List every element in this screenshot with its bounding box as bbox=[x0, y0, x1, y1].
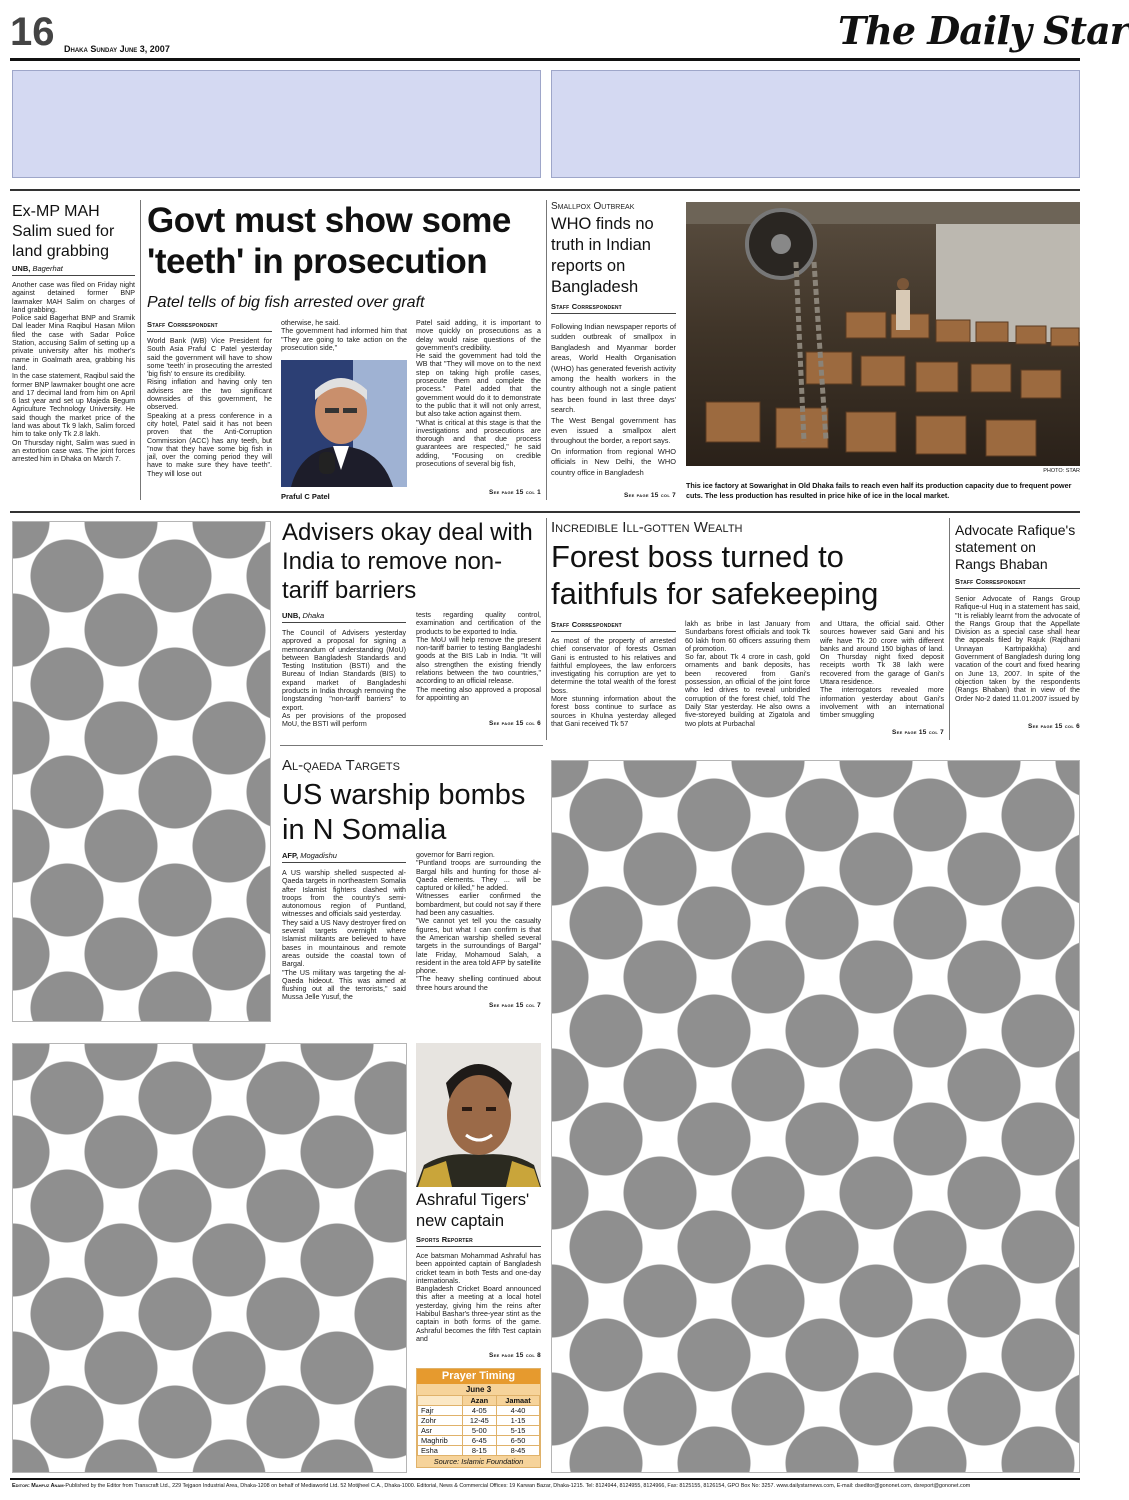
agency: AFP, bbox=[282, 851, 299, 860]
table-row bbox=[418, 1416, 540, 1426]
story-salim bbox=[12, 202, 135, 501]
story-body: Another case was filed on Friday night against detained former BNP lawmaker MAH Salim on charges of land grabbing. Police said Bagerhat BNP and Sramik Dal leader Mina Raqibul Hasan Milon filed the case with Sadar Police Station, accusing Salim of setting up a private university after his mother's name in Goalmath area, grabbing his land. In the case statement, Raqibul said the former BNP lawmaker bought one acre and 17 decimal land from him on April 6 last year and set up Majeda Begum Agriculture Technology University. He said though the market price of the land was about Tk 9 lakh, Salim forced him to take only Tk 2.8 lakh. On Thursday night, Salim was sued in an extortion case was. The joint forces arrested him in Dhaka on March 7. bbox=[12, 281, 135, 464]
headline: WHO finds no truth in Indian reports on Bangladesh bbox=[551, 215, 654, 296]
story-patel-col2: otherwise, he said. The government had informed him that "They are going to take action on the prosecution side," bbox=[281, 319, 407, 352]
column-rule bbox=[949, 518, 950, 740]
story-forest-headline: Forest boss turned to faithfuls for safekeeping bbox=[551, 539, 879, 611]
story-body: World Bank (WB) Vice President for South Asia Praful C Patel yesterday said the government will have to show some 'teeth' in prosecuting the arrested 'big fish' to ensure its credibility. Rising inflation and having only ten advisers are the two significant downsides of this government, he observed. Speaking at a press conference in a city hotel, Patel said it has not been proven that the Anti-Corruption Commission (ACC) has any teeth, but "now that they have some big fish in jail, over the coming period they will have to make sure they have teeth". They will lose out bbox=[147, 337, 272, 478]
story-patel-jump[interactable]: See page 15 col 1 bbox=[489, 489, 541, 496]
story-forest-col3: and Uttara, the official said. Other sources however said Gani and his wife have Tk 20 crore with different banks and around 150 bighas of land. On Thursday night fixed deposit receipts worth Tk 38 lakh were recovered from the garage of Gani's Uttara residence. The interrogators revealed more information yesterday about Gani's involvement with an international timber smuggling bbox=[820, 620, 944, 720]
ice-factory-illustration bbox=[686, 202, 1080, 466]
jamaat-time: 8-45 bbox=[496, 1446, 539, 1456]
footer-imprint bbox=[12, 1482, 1080, 1490]
jamaat-time: 4-40 bbox=[496, 1406, 539, 1416]
photo-credit: PHOTO: STAR bbox=[1043, 468, 1080, 474]
story-somalia-col1 bbox=[282, 851, 406, 1019]
story-body: Senior Advocate of Rangs Group Rafique-ul Huq in a statement has said, "It is reliably learnt from the advocate of the Rangs Group that the Appellate Division as a special case shall hear the appeals filed by Rajuk (Rajdhani Unnayan Kartripakkha) and Government of Bangladesh during long vacation of the court and fixed hearing on June 13, 2007. In spite of the objection taken by the respondents (Rangs Bhaban) that in view of the Order No-2 dated 11.01.2007 issued by bbox=[955, 595, 1080, 703]
column-rule bbox=[546, 518, 547, 740]
masthead-rule bbox=[10, 58, 1080, 61]
section-rule bbox=[280, 745, 543, 746]
story-forest-col1 bbox=[551, 620, 676, 737]
jamaat-time: 6-50 bbox=[496, 1436, 539, 1446]
table-row bbox=[418, 1406, 540, 1416]
azan-time: 4-05 bbox=[462, 1406, 496, 1416]
azan-time: 8-15 bbox=[462, 1446, 496, 1456]
kicker: Smallpox Outbreak bbox=[551, 201, 635, 212]
byline: Staff Correspondent bbox=[551, 302, 676, 314]
dotted-ad-left-top bbox=[12, 521, 271, 1022]
story-patel-col3: Patel said adding, it is important to move quickly on prosecutions as a delay would raise questions of the government's credibility. He said the government had told the WB that "They will move on to the next step on taking high profile cases, prosecute them and complete the process." Patel added that the government would do it to demonstrate to the public that it will not only arrest, but also take action against them. "What is critical at this stage is that the investigations and prosecutions are thorough and that due process guarantees are respected," he said adding, "Focusing on credible prosecutions of several big fish, bbox=[416, 319, 541, 469]
jamaat-time: 5-15 bbox=[496, 1426, 539, 1436]
story-body: Following Indian newspaper reports of sudden outbreak of smallpox in Bangladesh and Myanmar border areas, World Health Organisation (WHO) has generated feverish activity among the health workers in the country although not a single patient has been found in last three days' search. The West Bengal government has even issued a smallpox alert throughout the border, a report says. On information from regional WHO officials in New Delhi, the WHO country office in Bangladesh bbox=[551, 322, 676, 477]
story-somalia-kicker: Al-qaeda Targets bbox=[282, 757, 400, 774]
story-somalia-jump[interactable]: See page 15 col 7 bbox=[489, 1002, 541, 1009]
story-patel-subhead: Patel tells of big fish arrested over graft bbox=[147, 294, 425, 311]
azan-time: 12-45 bbox=[462, 1416, 496, 1426]
story-ashraful bbox=[416, 1190, 541, 1359]
azan-time: 6-45 bbox=[462, 1436, 496, 1446]
patel-photo bbox=[281, 360, 407, 487]
photo-caption: This ice factory at Sowarighat in Old Dhaka fails to reach even half its production capacity due to frequent power cuts. The less production has resulted in price hike of ice in the local market. bbox=[686, 481, 1072, 500]
prayer-name: Fajr bbox=[418, 1406, 463, 1416]
prayer-name: Maghrib bbox=[418, 1436, 463, 1446]
byline: Staff Correspondent bbox=[551, 620, 676, 632]
ad-placeholder-left bbox=[12, 70, 541, 178]
story-rafique bbox=[955, 522, 1080, 730]
portrait-illustration bbox=[281, 360, 407, 487]
jump-link[interactable]: See page 15 col 8 bbox=[489, 1352, 541, 1359]
story-advisers-col1 bbox=[282, 611, 406, 744]
prayer-source: Source: Islamic Foundation bbox=[417, 1456, 540, 1467]
column-rule bbox=[140, 200, 141, 500]
byline: Staff Correspondent bbox=[147, 320, 272, 332]
footer-editor: Editor: Mahfuz Anam bbox=[12, 1483, 64, 1489]
ad-placeholder-right bbox=[551, 70, 1080, 178]
byline: Staff Correspondent bbox=[955, 577, 1080, 589]
story-advisers-jump[interactable]: See page 15 col 6 bbox=[489, 720, 541, 727]
story-advisers-col2: tests regarding quality control, examination and certification of the products to be exported to India. The MoU will help remove the present non-tariff barrier to testing Bangladeshi goods at the BIS Lab in India. "It will also strengthen the existing friendly relations between the two countries," according to an official release. The meeting also approved a proposal for appointing an bbox=[416, 611, 541, 702]
patel-photo-caption: Praful C Patel bbox=[281, 492, 330, 501]
byline: Sports Reporter bbox=[416, 1235, 541, 1247]
masthead-dateline: Dhaka Sunday June 3, 2007 bbox=[64, 44, 170, 54]
place: Bagerhat bbox=[32, 264, 63, 273]
story-body: Ace batsman Mohammad Ashraful has been appointed captain of Bangladesh cricket team in both Tests and one-day internationals. Bangladesh Cricket Board announced this after a meeting at a local hotel yesterday, giving him the reins after Habibul Bashar's three-year stint as the captain in both forms of the game. Ashraful becomes the fifth Test captain and bbox=[416, 1252, 541, 1343]
prayer-name: Zohr bbox=[418, 1416, 463, 1426]
ashraful-photo bbox=[416, 1043, 541, 1187]
story-forest-jump[interactable]: See page 15 col 7 bbox=[892, 729, 944, 736]
story-body: As most of the property of arrested chief conservator of forests Osman Gani is entrusted to his relatives and faithful employees, the law enforcers investigating his corruption are yet to determine the total wealth of the forest boss. More stunning information about the forest boss continue to surface as sources in Khulna yesterday alleged that Gani received Tk 57 bbox=[551, 637, 676, 728]
footer-text: -Published by the Editor from Transcraft Ltd., 229 Tejgaon Industrial Area, Dhaka-1208 on behalf of Mediaworld Ltd. 52 Motijheel C.A., Dhaka-1000. Editorial, News & Commercial Offices: 19 Karwan Bazar, Dhaka-1215. Tel: 8124944, 8124955, 8124966, Fax: 8125155, 8126154, GPO Box No: 3257. www.dailystarnews.com, E-mail: dseditor@gononet.com, dsreport@gononet.com bbox=[63, 1483, 971, 1489]
story-somalia-col2: governor for Barri region. "Puntland troops are surrounding the Bargal hills and hunting for those al-Qaeda elements. They ... will be captured or killed," he added. Witnesses earlier confirmed the bombardment, but could not say if there had been any casualties. "We cannot yet tell you the casualty figures, but what I can confirm is that the American warship shelled several targets in the surroundings of Bargal" late Friday, Mohamoud Salah, a resident in the area told AFP by satellite phone. "The heavy shelling continued about three hours around the bbox=[416, 851, 541, 992]
jump-link[interactable]: See page 15 col 6 bbox=[1028, 723, 1080, 730]
prayer-timing-box bbox=[416, 1368, 541, 1468]
agency: UNB, bbox=[12, 264, 31, 273]
column-header: Azan bbox=[462, 1396, 496, 1406]
portrait-illustration bbox=[416, 1043, 541, 1187]
headline: Ashraful Tigers' new captain bbox=[416, 1191, 530, 1230]
prayer-name: Asr bbox=[418, 1426, 463, 1436]
section-rule bbox=[10, 511, 1080, 513]
story-body: A US warship shelled suspected al-Qaeda targets in northeastern Somalia after Islamist fighters clashed with troops from the country's semi-autonomous region of Puntland, witnesses and officials said yesterday. They said a US Navy destroyer fired on several targets overnight where Islamist militants are believed to have bases in mountainous and remote areas outside the coastal town of Bargal. "The US military was targeting the al-Qaeda hideout. This was aimed at flushing out all the terrorists," said Mussa Jelle Yusuf, the bbox=[282, 869, 406, 1002]
page-number: 16 bbox=[10, 10, 55, 54]
azan-time: 5-00 bbox=[462, 1426, 496, 1436]
story-body: The Council of Advisers yesterday approved a proposal for signing a memorandum of understanding (MoU) between Bangladesh Standards and Testing Institution (BSTI) and the Bureau of Indian Standards (BIS) to expand market of Bangladeshi products in India through removing the longstanding "non-tariff barriers" to export. As per provisions of the proposed MoU, the BSTI will perform bbox=[282, 629, 406, 729]
place: Dhaka bbox=[302, 611, 325, 620]
jump-link[interactable]: See page 15 col 7 bbox=[624, 492, 676, 499]
table-row bbox=[418, 1446, 540, 1456]
dotted-ad-right bbox=[551, 760, 1080, 1473]
story-forest-col2: lakh as bribe in last January from Sundarbans forest officials and took Tk 60 lakh from 60 officers assuring them of promotion. So far, about Tk 4 crore in cash, gold ornaments and bank deposits, has been recovered from Gani's possession, an official of the joint force who led drives to reveal unbridled corruption of the forest chief, told The Daily Star yesterday. He also owns a five-storeyed building at Zigatola and two plots at Purbachal bbox=[685, 620, 810, 728]
agency-line bbox=[12, 264, 135, 276]
agency-line bbox=[282, 611, 406, 623]
table-header-row bbox=[418, 1396, 540, 1406]
prayer-date: June 3 bbox=[417, 1384, 540, 1395]
place: Mogadishu bbox=[300, 851, 337, 860]
headline: Advocate Rafique's statement on Rangs Bhaban bbox=[955, 522, 1076, 572]
story-smallpox bbox=[551, 201, 676, 499]
prayer-name: Esha bbox=[418, 1446, 463, 1456]
story-patel-col1 bbox=[147, 320, 272, 502]
story-advisers-headline: Advisers okay deal with India to remove non-tariff barriers bbox=[282, 519, 533, 604]
prayer-title: Prayer Timing bbox=[417, 1369, 540, 1384]
footer-rule bbox=[10, 1478, 1080, 1480]
headline: Ex-MP MAH Salim sued for land grabbing bbox=[12, 203, 115, 260]
logo: The Daily Star bbox=[838, 8, 1129, 53]
ice-factory-photo bbox=[686, 202, 1080, 466]
story-somalia-headline: US warship bombs in N Somalia bbox=[282, 779, 526, 846]
column-header: Jamaat bbox=[496, 1396, 539, 1406]
ads-rule bbox=[10, 189, 1080, 191]
agency: UNB, bbox=[282, 611, 301, 620]
prayer-table bbox=[417, 1395, 540, 1456]
jamaat-time: 1-15 bbox=[496, 1416, 539, 1426]
story-patel-headline: Govt must show some 'teeth' in prosecution bbox=[147, 201, 511, 281]
column-rule bbox=[546, 200, 547, 500]
agency-line bbox=[282, 851, 406, 863]
dotted-ad-left-bottom bbox=[12, 1043, 407, 1473]
table-row bbox=[418, 1436, 540, 1446]
story-forest-kicker: Incredible Ill-gotten Wealth bbox=[551, 519, 743, 536]
column-header bbox=[418, 1396, 463, 1406]
table-row bbox=[418, 1426, 540, 1436]
